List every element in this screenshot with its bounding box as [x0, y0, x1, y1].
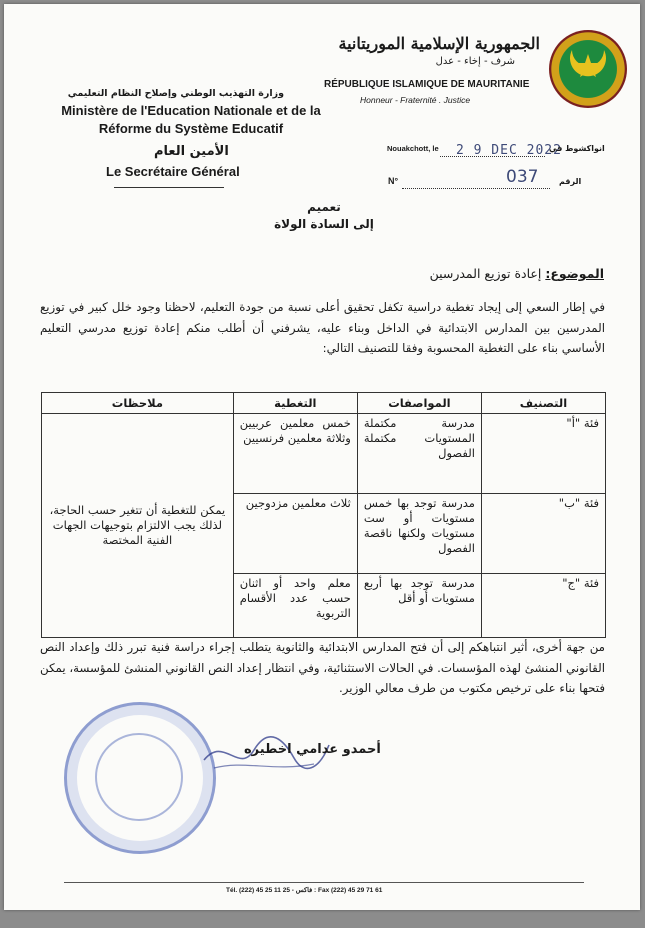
republic-name-arabic: الجمهورية الإسلامية الموريتانية [338, 34, 540, 53]
number-dotted-line [402, 188, 550, 189]
classification-table [41, 392, 606, 638]
motto-french: Honneur - Fraternité . Justice [360, 95, 471, 105]
cell-coverage: ثلاث معلمين مزدوجين [233, 494, 357, 574]
title-underline [114, 187, 224, 188]
intro-paragraph: في إطار السعي إلى إيجاد تغطية دراسية تكفل تحقيق أعلى نسبة من جودة التعليم، لاحظنا وجود خلل كبير في توزيع المدرسين بين المدارس الابتدائية في الداخل وبناء عليه، يشرفني أن أطلب منكم إعادة توزيع مدرسي التعليم الأساسي بناء على التغطية المحسوبة وفقا للتصنيف التالي: [40, 300, 605, 355]
republic-name-french: RÉPUBLIQUE ISLAMIQUE DE MAURITANIE [324, 79, 530, 90]
cell-coverage: خمس معلمين عربيين وثلاثة معلمين فرنسيين [233, 414, 357, 494]
subject-label: الموضوع: [545, 266, 604, 281]
closing-paragraph: من جهة أخرى، أثير انتباهكم إلى أن فتح المدارس الابتدائية والثانوية يتطلب إجراء دراسة فنية تبرر ذلك وإعداد النص القانوني المنشئ لهذه المؤسسات. في الحالات الاستثنائية، وفي انتظار إعداد النص القانوني المنشئ للمؤسسة، يمكن فتحها بناء على ترخيص مكتوب من طرف معالي الوزير. [40, 640, 605, 695]
national-emblem-icon [549, 30, 627, 108]
number-prefix: N° [388, 176, 399, 186]
date-prefix: Nouakchott, le [387, 144, 439, 153]
stamp-inner-ring [95, 733, 183, 821]
date-stamp: 2 9 DEC 2022 [456, 143, 562, 158]
document-type: تعميم [307, 200, 341, 214]
footer-contact: Tél. (222) 45 25 11 25 - فاكس : Fax (222) 45 29 71 61 [226, 887, 383, 894]
addressee: إلى السادة الولاة [274, 217, 374, 231]
subject-line [430, 266, 604, 281]
col-header-specifications: المواصفات [357, 393, 481, 414]
date-label-arabic: انواكشوط في [549, 144, 605, 153]
cell-specification: مدرسة مكتملة المستويات مكتملة الفصول [357, 414, 481, 494]
col-header-classification: التصنيف [481, 393, 605, 414]
col-header-coverage: التغطية [233, 393, 357, 414]
cell-category: فئة "أ" [481, 414, 605, 494]
footer-divider [64, 882, 584, 883]
cell-coverage: معلم واحد أو اثنان حسب عدد الأقسام التربوية [233, 574, 357, 638]
signatory-name: أحمدو عدامي اخطيره [244, 742, 381, 757]
cell-category: فئة "ب" [481, 494, 605, 574]
secretary-general-arabic: الأمين العام [154, 144, 229, 159]
cell-notes: يمكن للتغطية أن تتغير حسب الحاجة، لذلك يجب الالتزام بتوجيهات الجهات الفنية المختصة [42, 414, 234, 638]
motto-arabic: شرف - إخاء - عدل [435, 56, 515, 67]
cell-category: فئة "ج" [481, 574, 605, 638]
reference-number: 037 [506, 167, 539, 187]
ministry-name-french: Ministère de l'Education Nationale et de la Réforme du Système Educatif [61, 103, 321, 136]
table-row [42, 414, 606, 494]
number-label-arabic: الرقم [559, 177, 582, 186]
document-page [4, 4, 640, 910]
cell-specification: مدرسة توجد بها أربع مستويات أو أقل [357, 574, 481, 638]
table-header-row [42, 393, 606, 414]
subject-text: إعادة توزيع المدرسين [429, 266, 542, 281]
cell-specification: مدرسة توجد بها خمس مستويات أو ست مستويات ولكنها ناقصة الفصول [357, 494, 481, 574]
secretary-general-french: Le Secrétaire Général [106, 164, 240, 179]
ministry-name-arabic: وزارة التهذيب الوطني وإصلاح النظام التعليمي [67, 88, 284, 99]
col-header-notes: ملاحظات [42, 393, 234, 414]
